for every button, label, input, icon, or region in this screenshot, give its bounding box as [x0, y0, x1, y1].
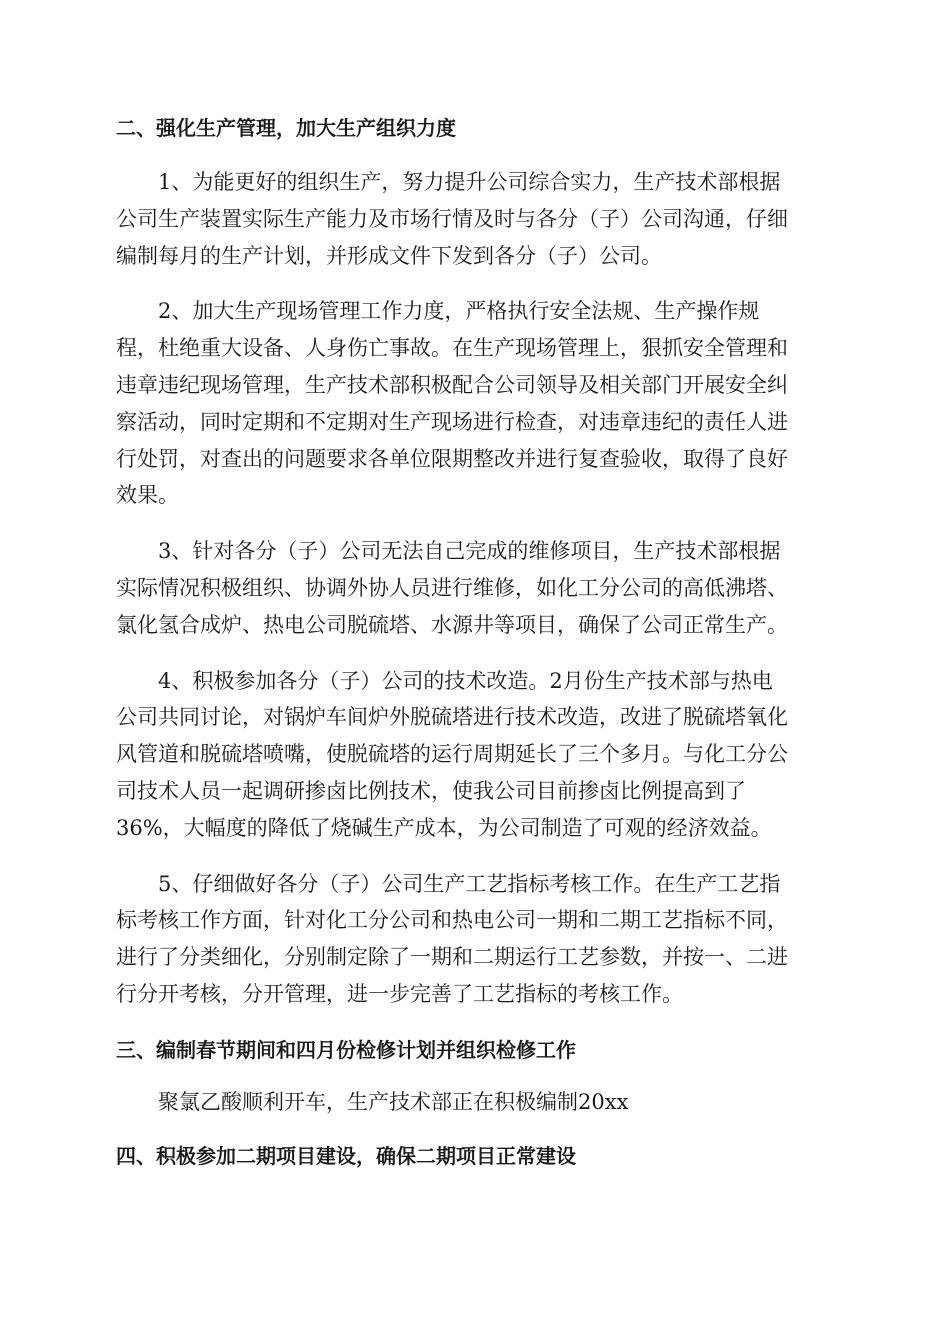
paragraph-line: 36%，大幅度的降低了烧碱生产成本，为公司制造了可观的经济效益。	[116, 815, 772, 840]
paragraph-line: 效果。	[116, 483, 179, 508]
paragraph-line: 标考核工作方面，针对化工分公司和热电公司一期和二期工艺指标不同，	[116, 908, 788, 933]
paragraph-line: 4、积极参加各分（子）公司的技术改造。2月份生产技术部与热电	[158, 668, 773, 693]
paragraph-line: 聚氯乙酸顺利开车，生产技术部正在积极编制20xx	[158, 1089, 629, 1114]
paragraph-line: 司技术人员一起调研掺卤比例技术，使我公司目前掺卤比例提高到了	[116, 778, 746, 803]
paragraph-line: 2、加大生产现场管理工作力度，严格执行安全法规、生产操作规	[158, 299, 760, 324]
paragraph-line: 行分开考核，分开管理，进一步完善了工艺指标的考核工作。	[116, 981, 683, 1006]
paragraph-line: 公司共同讨论，对锅炉车间炉外脱硫塔进行技术改造，改进了脱硫塔氧化	[116, 705, 788, 730]
paragraph-line: 违章违纪现场管理，生产技术部积极配合公司领导及相关部门开展安全纠	[116, 372, 788, 397]
paragraph-5	[116, 866, 836, 1013]
paragraph-2	[116, 293, 836, 514]
paragraph-line: 3、针对各分（子）公司无法自己完成的维修项目，生产技术部根据	[158, 539, 781, 564]
paragraph-3	[116, 533, 836, 643]
paragraph-line: 公司生产装置实际生产能力及市场行情及时与各分（子）公司沟通，仔细	[116, 206, 788, 231]
document-page	[116, 110, 836, 1174]
paragraph-line: 进行了分类细化，分别制定除了一期和二期运行工艺参数，并按一、二进	[116, 945, 788, 970]
section-heading-3: 三、编制春节期间和四月份检修计划并组织检修工作	[116, 1037, 576, 1062]
paragraph-line: 程，杜绝重大设备、人身伤亡事故。在生产现场管理上，狠抓安全管理和	[116, 336, 788, 361]
paragraph-line: 实际情况积极组织、协调外协人员进行维修，如化工分公司的高低沸塔、	[116, 575, 788, 600]
paragraph-4	[116, 663, 836, 847]
section-heading-2: 二、强化生产管理，加大生产组织力度	[116, 116, 456, 140]
paragraph-line: 氯化氢合成炉、热电公司脱硫塔、水源井等项目，确保了公司正常生产。	[116, 612, 788, 637]
section-heading-4: 四、积极参加二期项目建设，确保二期项目正常建设	[116, 1143, 576, 1168]
paragraph-line: 行处罚，对查出的问题要求各单位限期整改并进行复查验收，取得了良好	[116, 446, 788, 471]
paragraph-line: 5、仔细做好各分（子）公司生产工艺指标考核工作。在生产工艺指	[158, 871, 781, 896]
paragraph-line: 1、为能更好的组织生产，努力提升公司综合实力，生产技术部根据	[158, 170, 781, 194]
paragraph-line: 察活动，同时定期和不定期对生产现场进行检查，对违章违纪的责任人进	[116, 409, 788, 434]
paragraph-1	[116, 164, 836, 274]
paragraph-line: 编制每月的生产计划，并形成文件下发到各分（子）公司。	[116, 243, 662, 268]
paragraph-6	[116, 1084, 836, 1121]
paragraph-line: 风管道和脱硫塔喷嘴，使脱硫塔的运行周期延长了三个多月。与化工分公	[116, 742, 788, 767]
